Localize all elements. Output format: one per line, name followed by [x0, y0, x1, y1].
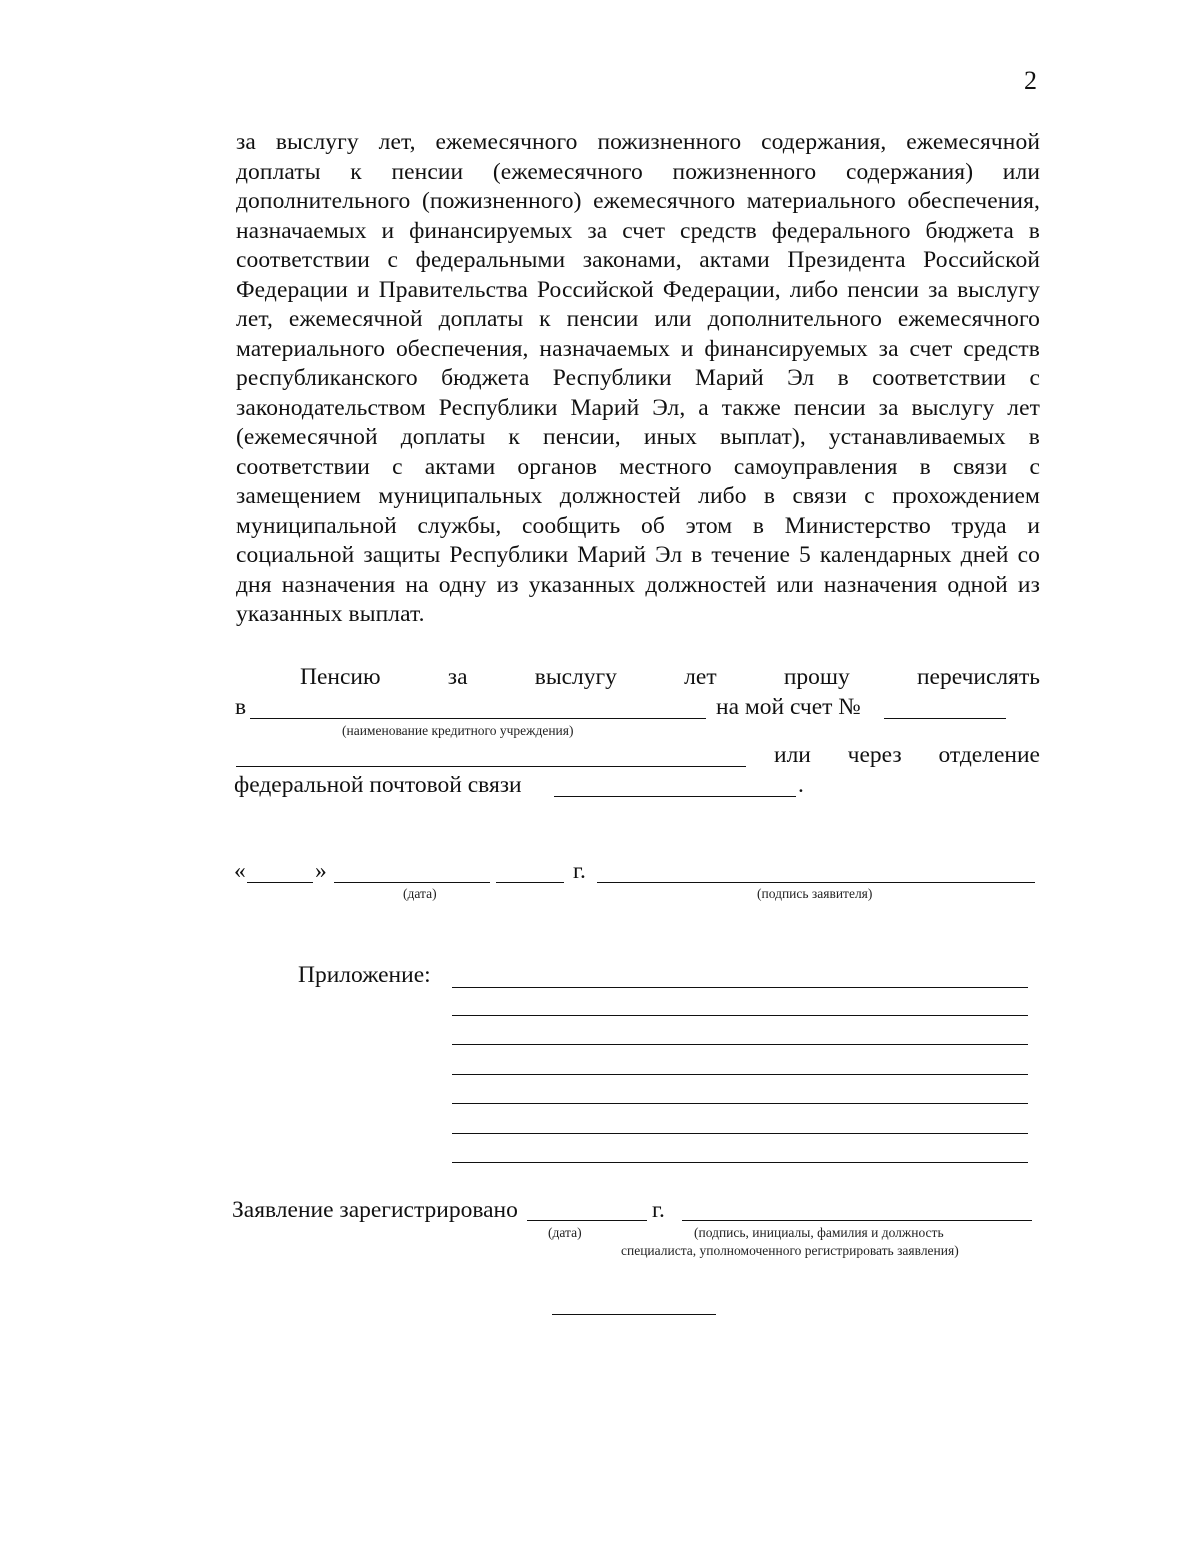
account-number-field[interactable]	[884, 718, 1006, 719]
registration-sign-caption-2: специалиста, уполномоченного регистрировать заявления)	[621, 1243, 959, 1258]
attachment-line-4[interactable]	[452, 1074, 1028, 1075]
attachment-line-5[interactable]	[452, 1103, 1028, 1104]
transfer-word: лет	[684, 664, 717, 690]
attachment-line-3[interactable]	[452, 1044, 1028, 1045]
quote-open: «	[234, 858, 246, 884]
postal-end: .	[798, 772, 804, 798]
applicant-signature-field[interactable]	[597, 882, 1035, 883]
transfer-word: прошу	[783, 664, 850, 690]
year-suffix: г.	[573, 858, 586, 884]
attachment-line-6[interactable]	[452, 1133, 1028, 1134]
month-field[interactable]	[334, 882, 490, 883]
year-field[interactable]	[496, 882, 564, 883]
transfer-line-1	[300, 664, 1040, 691]
transfer-word: за	[447, 664, 468, 690]
page-number: 2	[1024, 66, 1037, 95]
registration-sign-caption-1: (подпись, инициалы, фамилия и должность	[694, 1225, 944, 1240]
body-paragraph: за выслугу лет, ежемесячного пожизненного содержания, ежемесячной доплаты к пенсии (ежемесячного пожизненного содержания) или дополнительного (пожизненного) ежемесячного материального обеспечения, назначаемых и финансируемых за счет средств федерального бюджета в соответствии с федеральными законами, актами Президента Российской Федерации и Правительства Российской Федерации, либо пенсии за выслугу лет, ежемесячной доплаты к пенсии или дополнительного ежемесячного материального обеспечения, назначаемых и финансируемых за счет средств республиканского бюджета Республики Марий Эл в соответствии с законодательством Республики Марий Эл, а также пенсии за выслугу лет (ежемесячной доплаты к пенсии, иных выплат), устанавливаемых в соответствии с актами органов местного самоуправления в связи с замещением муниципальных должностей либо в связи с прохождением муниципальной службы, сообщить об этом в Министерство труда и социальной защиты Республики Марий Эл в течение 5 календарных дней со дня назначения на одну из указанных должностей или назначения одной из указанных выплат.	[236, 129, 1040, 627]
bank-caption: (наименование кредитного учреждения)	[342, 723, 574, 738]
attachment-label: Приложение:	[298, 962, 431, 988]
prefix-v: в	[235, 694, 247, 720]
account-label: на мой счет №	[716, 694, 861, 720]
date-caption: (дата)	[403, 886, 437, 901]
attachment-line-1[interactable]	[452, 987, 1028, 988]
registration-date-caption: (дата)	[548, 1225, 582, 1240]
bank-name-field-continued[interactable]	[236, 766, 746, 767]
branch-word: отделение	[938, 742, 1040, 768]
bank-name-field[interactable]	[250, 718, 706, 719]
signature-caption: (подпись заявителя)	[757, 886, 873, 901]
postal-label: федеральной почтовой связи	[234, 772, 522, 798]
transfer-word: выслугу	[534, 664, 617, 690]
registrar-signature-field[interactable]	[682, 1220, 1032, 1221]
closing-divider	[552, 1314, 716, 1315]
transfer-word: перечислять	[916, 664, 1040, 690]
attachment-line-7[interactable]	[452, 1162, 1028, 1163]
registration-label: Заявление зарегистрировано	[232, 1197, 518, 1223]
through-word: через	[847, 742, 902, 768]
attachment-line-2[interactable]	[452, 1015, 1028, 1016]
registration-date-field[interactable]	[527, 1220, 647, 1221]
postal-office-field[interactable]	[554, 796, 796, 797]
or-word: или	[774, 742, 811, 768]
quote-close: »	[315, 858, 327, 884]
transfer-word: Пенсию	[300, 664, 381, 690]
day-field[interactable]	[247, 882, 313, 883]
or-through-line	[774, 742, 1040, 769]
registration-year-suffix: г.	[652, 1197, 665, 1223]
